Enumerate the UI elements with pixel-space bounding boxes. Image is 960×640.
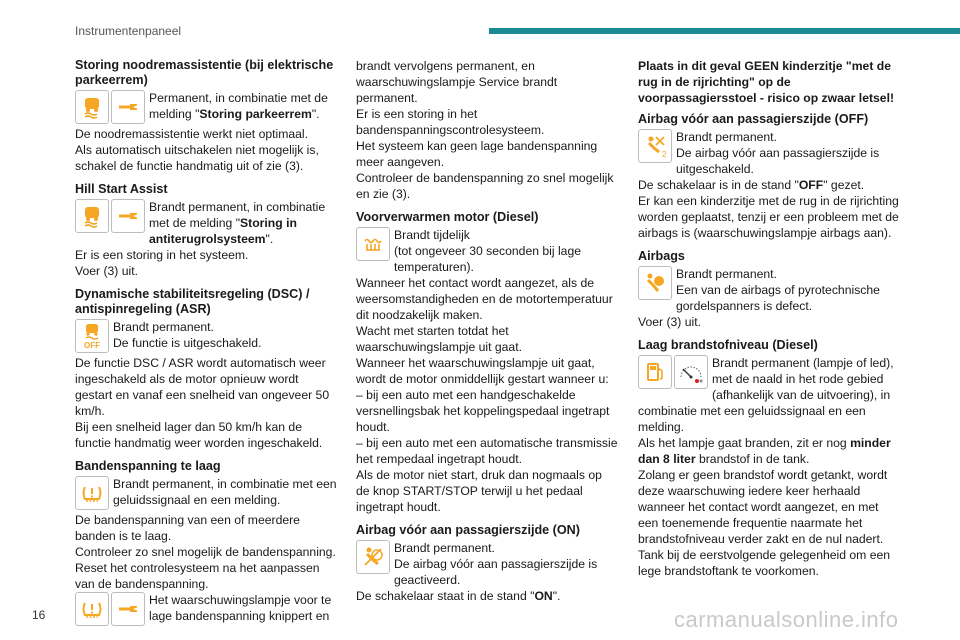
paragraph: Er is een storing in het systeem. xyxy=(75,248,249,262)
text-bold: ON xyxy=(534,589,553,603)
svg-text:2: 2 xyxy=(662,150,667,159)
section-title: Airbags xyxy=(638,249,685,263)
paragraph: De bandenspanning van een of meerdere banden is te laag. xyxy=(75,513,300,543)
column-middle xyxy=(356,58,618,612)
icon-group xyxy=(356,540,390,574)
text-bold: Storing parkeerrem xyxy=(199,107,312,121)
tyre-pressure-icon xyxy=(75,476,109,510)
watermark: carmanualsonline.info xyxy=(674,607,899,632)
section-emergency-brake-fault xyxy=(75,58,337,174)
icon-group xyxy=(75,199,145,233)
text-bold: minder dan 8 liter xyxy=(638,436,891,466)
paragraph: Bij een snelheid lager dan 50 km/h kan de functie handmatig weer worden ingeschakeld. xyxy=(75,420,323,450)
icon-group xyxy=(638,266,672,300)
text: ". xyxy=(311,107,320,121)
airbag-off-icon xyxy=(638,129,672,163)
paragraph: Brandt permanent, in combinatie met een geluidssignaal en een melding. xyxy=(113,477,337,507)
paragraph: Brandt permanent. xyxy=(113,320,214,334)
section-glow-plug xyxy=(356,210,618,515)
section-airbag-off xyxy=(638,112,900,241)
paragraph: – bij een auto met een automatische transmissie het rempedaal ingetrapt houdt. xyxy=(356,436,618,466)
paragraph: brandt vervolgens permanent, en waarschuwingslampje Service brandt permanent. xyxy=(356,59,558,105)
paragraph: De airbag vóór aan passagierszijde is geactiveerd. xyxy=(394,557,598,587)
dsc-off-icon xyxy=(75,319,109,353)
paragraph: De airbag vóór aan passagierszijde is uitgeschakeld. xyxy=(676,146,880,176)
section-hill-start-assist xyxy=(75,182,337,279)
paragraph: Wacht met starten totdat het waarschuwingslampje uit gaat. xyxy=(356,324,522,354)
text-bold: Storing in antiterugrolsysteem xyxy=(149,216,297,246)
paragraph: Controleer de bandenspanning zo snel mogelijk en zie (3). xyxy=(356,171,614,201)
paragraph: Brandt permanent. xyxy=(676,267,777,281)
icon-group xyxy=(638,355,708,389)
paragraph: Er is een storing in het bandenspanningscontrolesysteem. xyxy=(356,107,545,137)
paragraph: Brandt permanent. xyxy=(676,130,777,144)
paragraph: Controleer zo snel mogelijk de bandenspanning. xyxy=(75,545,336,559)
airbag-on-icon xyxy=(356,540,390,574)
car-skid-icon xyxy=(75,90,109,124)
page-number: 16 xyxy=(32,608,46,622)
text: De schakelaar staat in de stand " xyxy=(356,589,535,603)
paragraph: Brandt permanent (lampje of led), met de naald in het rode gebied (afhankelijk van de uitvoering), in combinatie met een geluidssignaal en een melding. xyxy=(638,356,894,434)
section-title: Voorverwarmen motor (Diesel) xyxy=(356,210,539,224)
section-title: Airbag vóór aan passagierszijde (ON) xyxy=(356,523,580,537)
tyre-pressure-icon xyxy=(75,592,109,626)
section-tyre-pressure-continued xyxy=(356,58,618,202)
paragraph: Voer (3) uit. xyxy=(75,264,138,278)
paragraph: Voer (3) uit. xyxy=(638,315,701,329)
wrench-icon xyxy=(111,199,145,233)
text: De schakelaar is in de stand " xyxy=(638,178,799,192)
wrench-icon xyxy=(111,592,145,626)
section-title: Airbag vóór aan passagierszijde (OFF) xyxy=(638,112,869,126)
svg-text:OFF: OFF xyxy=(84,341,100,350)
text: Als het lampje gaat branden, zit er nog xyxy=(638,436,851,450)
section-airbags xyxy=(638,249,900,330)
section-title: Dynamische stabiliteitsregeling (DSC) / antispinregeling (ASR) xyxy=(75,287,310,316)
warning-text: Plaats in dit geval GEEN kinderzitje "met de rug in de rijrichting" op de voorpassagiersstoel - risico op zwaar letsel! xyxy=(638,59,895,105)
text: Permanent, in combinatie met de melding " xyxy=(149,91,328,121)
paragraph: Tank bij de eerstvolgende gelegenheid om een lege brandstoftank te voorkomen. xyxy=(638,548,891,578)
paragraph xyxy=(638,435,900,467)
text: " gezet. xyxy=(823,178,865,192)
car-skid-icon xyxy=(75,199,109,233)
paragraph: Het systeem kan geen lage bandenspanning meer aangeven. xyxy=(356,139,598,169)
paragraph: Als automatisch uitschakelen niet mogelijk is, schakel de functie handmatig uit of zie (3). xyxy=(75,143,319,173)
paragraph xyxy=(638,177,900,193)
paragraph: Wanneer het waarschuwingslampje uit gaat, wordt de motor onmiddellijk gestart wanneer u: xyxy=(356,356,609,386)
paragraph: Wanneer het contact wordt aangezet, als de weersomstandigheden en de motortemperatuur dit noodzakelijk maken. xyxy=(356,276,613,322)
section-title: Storing noodremassistentie (bij elektrische parkeerrem) xyxy=(75,58,334,87)
paragraph xyxy=(356,588,618,604)
column-right xyxy=(638,58,900,587)
icon-group xyxy=(75,319,109,353)
text: brandstof in de tank. xyxy=(695,452,810,466)
paragraph: Het waarschuwingslampje voor te lage bandenspanning knippert en xyxy=(149,593,332,623)
fuel-gauge-icon xyxy=(674,355,708,389)
text: Brandt permanent, in combinatie met de melding " xyxy=(149,200,326,230)
icon-group xyxy=(356,227,390,261)
text: ". xyxy=(265,232,274,246)
text: ". xyxy=(552,589,561,603)
paragraph: De functie is uitgeschakeld. xyxy=(113,336,262,350)
wrench-icon xyxy=(111,90,145,124)
section-low-fuel xyxy=(638,338,900,579)
icon-group xyxy=(75,90,145,124)
paragraph: De functie DSC / ASR wordt automatisch weer ingeschakeld als de motor opnieuw wordt gestart en vanaf een snelheid van ongeveer 50 km/h. xyxy=(75,356,330,418)
paragraph: Als de motor niet start, druk dan nogmaals op de knop START/STOP terwijl u het pedaal ingetrapt houdt. xyxy=(356,468,602,514)
section-airbag-on xyxy=(356,523,618,604)
icon-group xyxy=(75,476,109,510)
fuel-pump-icon xyxy=(638,355,672,389)
paragraph: Een van de airbags of pyrotechnische gordelspanners is defect. xyxy=(676,283,880,313)
paragraph: Brandt tijdelijk xyxy=(394,228,470,242)
header-title: Instrumentenpaneel xyxy=(75,24,182,38)
header-accent-bar xyxy=(489,28,960,34)
glow-plug-icon xyxy=(356,227,390,261)
paragraph: Brandt permanent. xyxy=(394,541,495,555)
text-bold: OFF xyxy=(798,178,824,192)
paragraph: (tot ongeveer 30 seconden bij lage temperaturen). xyxy=(394,244,582,274)
icon-group xyxy=(638,129,672,163)
section-tyre-pressure xyxy=(75,459,337,624)
paragraph: De noodremassistentie werkt niet optimaal. xyxy=(75,127,309,141)
section-title: Hill Start Assist xyxy=(75,182,168,196)
section-dsc-asr xyxy=(75,287,337,451)
airbag-icon xyxy=(638,266,672,300)
paragraph: Zolang er geen brandstof wordt getankt, wordt deze waarschuwing iedere keer herhaald wanneer het contact wordt aangezet, en met een toenemende frequentie naarmate het brandstofniveau verder zakt en de nul nadert. xyxy=(638,468,888,546)
icon-group xyxy=(75,592,145,626)
paragraph: Reset het controlesysteem na het aanpassen van de bandenspanning. xyxy=(75,561,320,591)
column-left xyxy=(75,58,337,632)
paragraph: Er kan een kinderzitje met de rug in de rijrichting worden geplaatst, tenzij er een probleem met de airbags is (waarschuwingslampje airbags aan). xyxy=(638,194,899,240)
paragraph: – bij een auto met een handgeschakelde versnellingsbak het koppelingspedaal ingetrapt houdt. xyxy=(356,388,610,434)
section-title: Bandenspanning te laag xyxy=(75,459,221,473)
section-title: Laag brandstofniveau (Diesel) xyxy=(638,338,818,352)
